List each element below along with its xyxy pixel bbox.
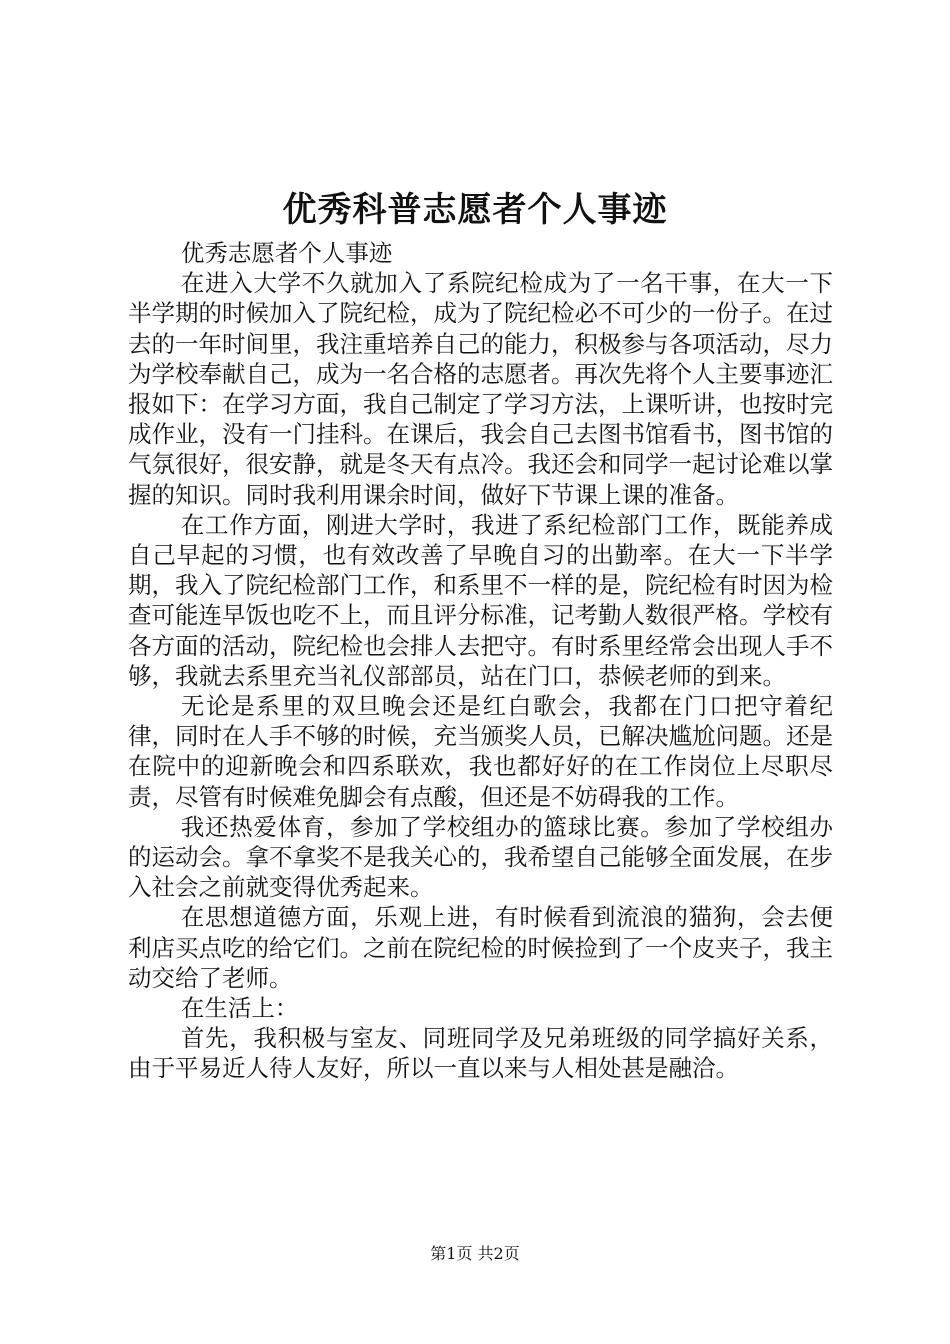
body-paragraph-study: 在进入大学不久就加入了系院纪检成为了一名干事，在大一下半学期的时候加入了院纪检，成为了院纪检必不可少的一份子。在过去的一年时间里，我注重培养自己的能力，积极参与各项活动，尽力为学校奉献自己，成为一名合格的志愿者。再次先将个人主要事迹汇报如下：在学习方面，我自己制定了学习方法，上课听讲，也按时完成作业，没有一门挂科。在课后，我会自己去图书馆看书，图书馆的气氛很好，很安静，就是冬天有点冷。我还会和同学一起讨论难以掌握的知识。同时我利用课余时间，做好下节课上课的准备。 <box>128 269 833 509</box>
subtitle-paragraph: 优秀志愿者个人事迹 <box>180 239 393 267</box>
document-title: 优秀科普志愿者个人事迹 <box>282 190 668 230</box>
body-paragraph-work: 在工作方面，刚进大学时，我进了系纪检部门工作，既能养成自己早起的习惯，也有效改善了早晚自习的出勤率。在大一下半学期，我入了院纪检部门工作，和系里不一样的是，院纪检有时因为检查可能连早饭也吃不上，而且评分标准，记考勤人数很严格。学校有各方面的活动，院纪检也会排人去把守。有时系里经常会出现人手不够，我就去系里充当礼仪部部员，站在门口，恭候老师的到来。 <box>128 510 833 690</box>
body-paragraph-life: 首先，我积极与室友、同班同学及兄弟班级的同学搞好关系，由于平易近人待人友好，所以一直以来与人相处甚是融洽。 <box>128 1024 833 1083</box>
body-paragraph-sports: 我还热爱体育，参加了学校组办的篮球比赛。参加了学校组办的运动会。拿不拿奖不是我关心的，我希望自己能够全面发展，在步入社会之前就变得优秀起来。 <box>128 812 833 902</box>
body-paragraph-morality: 在思想道德方面，乐观上进，有时候看到流浪的猫狗，会去便利店买点吃的给它们。之前在院纪检的时候捡到了一个皮夹子，我主动交给了老师。 <box>128 903 833 992</box>
body-paragraph-events: 无论是系里的双旦晚会还是红白歌会，我都在门口把守着纪律，同时在人手不够的时候，充当颁奖人员，已解决尴尬问题。还是在院中的迎新晚会和四系联欢，我也都好好的在工作岗位上尽职尽责，尽管有时候难免脚会有点酸，但还是不妨碍我的工作。 <box>128 692 833 811</box>
page-number-footer: 第1页 共2页 <box>430 1244 520 1263</box>
document-body <box>128 238 833 1084</box>
body-paragraph-life-heading: 在生活上： <box>180 994 299 1023</box>
